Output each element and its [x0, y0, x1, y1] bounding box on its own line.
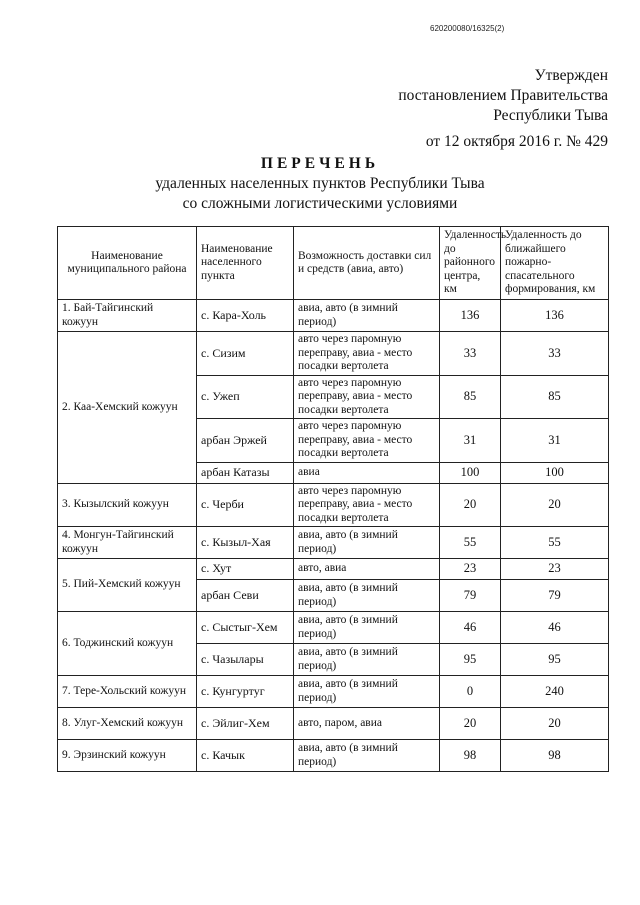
dist-center-cell: 46 [440, 612, 501, 644]
settlement-cell: арбан Севи [197, 580, 294, 612]
delivery-cell: авто, паром, авиа [294, 708, 440, 740]
table-header-row [58, 227, 609, 300]
dist-fire-cell: 95 [501, 644, 609, 676]
district-cell: 8. Улуг-Хемский кожуун [58, 708, 197, 740]
dist-fire-cell: 79 [501, 580, 609, 612]
settlement-cell: с. Качык [197, 740, 294, 772]
settlement-cell: с. Ужеп [197, 375, 294, 419]
table-row [58, 300, 609, 332]
title-subline: удаленных населенных пунктов Республики Тыва [155, 175, 485, 192]
dist-fire-cell: 55 [501, 527, 609, 559]
delivery-cell: авто, авиа [294, 559, 440, 580]
document-title [0, 154, 640, 214]
settlement-cell: с. Хут [197, 559, 294, 580]
settlement-cell: с. Черби [197, 483, 294, 527]
delivery-cell: авиа [294, 462, 440, 483]
table-row [58, 527, 609, 559]
header-dist-center: Удаленность до районного центра, км [440, 227, 501, 300]
settlements-table [57, 226, 609, 772]
dist-fire-cell: 98 [501, 740, 609, 772]
delivery-cell: авиа, авто (в зимний период) [294, 644, 440, 676]
dist-fire-cell: 20 [501, 708, 609, 740]
approval-date: от 12 октября 2016 г. № 429 [425, 133, 608, 150]
district-cell: 9. Эрзинский кожуун [58, 740, 197, 772]
dist-fire-cell: 46 [501, 612, 609, 644]
settlement-cell: арбан Катазы [197, 462, 294, 483]
dist-center-cell: 33 [440, 332, 501, 376]
district-cell: 2. Каа-Хемский кожуун [58, 332, 197, 484]
title-subline: со сложными логистическими условиями [182, 195, 458, 212]
approval-line: Утвержден [534, 67, 608, 84]
dist-fire-cell: 85 [501, 375, 609, 419]
header-delivery: Возможность доставки сил и средств (авиа, авто) [294, 227, 440, 300]
delivery-cell: авиа, авто (в зимний период) [294, 527, 440, 559]
table-row [58, 332, 609, 376]
delivery-cell: авиа, авто (в зимний период) [294, 740, 440, 772]
dist-center-cell: 20 [440, 483, 501, 527]
delivery-cell: авто через паромную переправу, авиа - место посадки вертолета [294, 332, 440, 376]
district-cell: 6. Тоджинский кожуун [58, 612, 197, 676]
district-cell: 3. Кызылский кожуун [58, 483, 197, 527]
approval-line: постановлением Правительства [398, 87, 608, 104]
header-dist-fire: Удаленность до ближайшего пожарно-спасательного формирования, км [501, 227, 609, 300]
dist-fire-cell: 31 [501, 419, 609, 463]
settlement-cell: с. Кара-Холь [197, 300, 294, 332]
settlement-cell: с. Кунгуртуг [197, 676, 294, 708]
header-district: Наименование муниципального района [58, 227, 197, 300]
dist-fire-cell: 20 [501, 483, 609, 527]
table-row [58, 483, 609, 527]
dist-center-cell: 20 [440, 708, 501, 740]
delivery-cell: авиа, авто (в зимний период) [294, 612, 440, 644]
approval-stamp [398, 66, 608, 152]
delivery-cell: авто через паромную переправу, авиа - место посадки вертолета [294, 419, 440, 463]
table-row [58, 676, 609, 708]
dist-center-cell: 23 [440, 559, 501, 580]
dist-fire-cell: 33 [501, 332, 609, 376]
dist-fire-cell: 23 [501, 559, 609, 580]
dist-center-cell: 55 [440, 527, 501, 559]
delivery-cell: авто через паромную переправу, авиа - место посадки вертолета [294, 483, 440, 527]
settlement-cell: с. Кызыл-Хая [197, 527, 294, 559]
approval-line: Республики Тыва [493, 107, 608, 124]
dist-center-cell: 31 [440, 419, 501, 463]
dist-fire-cell: 100 [501, 462, 609, 483]
dist-fire-cell: 240 [501, 676, 609, 708]
district-cell: 5. Пий-Хемский кожуун [58, 559, 197, 612]
district-cell: 4. Монгун-Тайгинский кожуун [58, 527, 197, 559]
table-row [58, 708, 609, 740]
settlement-cell: с. Чазылары [197, 644, 294, 676]
settlement-cell: с. Эйлиг-Хем [197, 708, 294, 740]
dist-center-cell: 0 [440, 676, 501, 708]
table-row [58, 740, 609, 772]
delivery-cell: авиа, авто (в зимний период) [294, 300, 440, 332]
settlement-cell: с. Сизим [197, 332, 294, 376]
dist-center-cell: 95 [440, 644, 501, 676]
delivery-cell: авто через паромную переправу, авиа - место посадки вертолета [294, 375, 440, 419]
dist-center-cell: 100 [440, 462, 501, 483]
dist-center-cell: 98 [440, 740, 501, 772]
table-row [58, 559, 609, 580]
dist-center-cell: 85 [440, 375, 501, 419]
dist-center-cell: 136 [440, 300, 501, 332]
document-number: 620200080/16325(2) [430, 24, 505, 33]
delivery-cell: авиа, авто (в зимний период) [294, 676, 440, 708]
delivery-cell: авиа, авто (в зимний период) [294, 580, 440, 612]
dist-fire-cell: 136 [501, 300, 609, 332]
header-settlement: Наименование населенного пункта [197, 227, 294, 300]
district-cell: 1. Бай-Тайгинский кожуун [58, 300, 197, 332]
dist-center-cell: 79 [440, 580, 501, 612]
settlement-cell: с. Сыстыг-Хем [197, 612, 294, 644]
title-heading: ПЕРЕЧЕНЬ [260, 155, 380, 172]
table-row [58, 612, 609, 644]
district-cell: 7. Тере-Хольский кожуун [58, 676, 197, 708]
settlement-cell: арбан Эржей [197, 419, 294, 463]
